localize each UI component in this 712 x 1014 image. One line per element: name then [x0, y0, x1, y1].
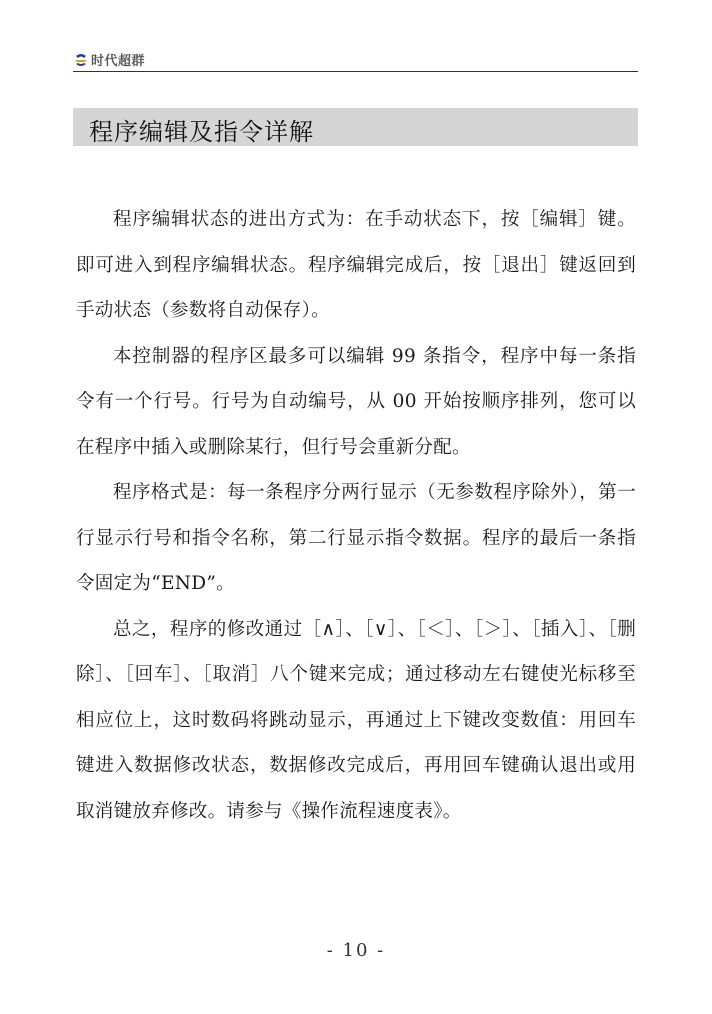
section-title: 程序编辑及指令详解	[89, 118, 314, 146]
paragraph-program-format: 程序格式是：每一条程序分两行显示（无参数程序除外），第一行显示行号和指令名称，第二行显示指令数据。程序的最后一条指令固定为“END”。	[76, 482, 636, 594]
page-header	[73, 44, 638, 72]
page-number: - 10 -	[326, 940, 386, 961]
brand-logo	[73, 50, 145, 69]
paragraph-editing-keys: 总之，程序的修改通过［∧］、［∨］、［＜］、［＞］、［插入］、［删除］、［回车］、［取消］八个键来完成；通过移动左右键使光标移至相应位上，这时数码将跳动显示，再通过上下键改变数值：用回车键进入数据修改状态，数据修改完成后，再用回车键确认退出或用取消键放弃修改。请参与《操作流程速度表》。	[76, 618, 636, 822]
body-text	[76, 197, 636, 834]
section-title-bar	[73, 108, 638, 146]
paragraph-edit-mode: 程序编辑状态的进出方式为：在手动状态下，按［编辑］键。即可进入到程序编辑状态。程序编辑完成后，按［退出］键返回到手动状态（参数将自动保存）。	[76, 209, 636, 321]
paragraph-program-capacity: 本控制器的程序区最多可以编辑 99 条指令，程序中每一条指令有一个行号。行号为自动编号，从 00 开始按顺序排列，您可以在程序中插入或删除某行，但行号会重新分配。	[76, 345, 636, 458]
brand-name: 时代超群	[91, 54, 146, 69]
brand-logo-icon	[73, 52, 89, 68]
